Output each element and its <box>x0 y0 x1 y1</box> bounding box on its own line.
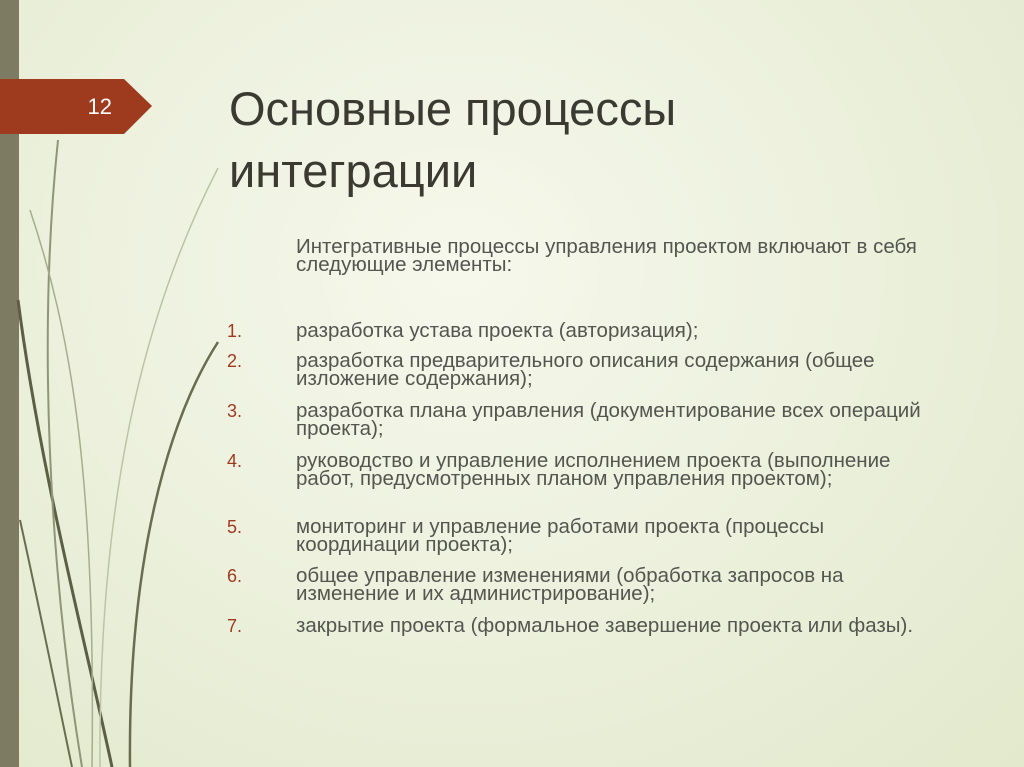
list-item-text: разработка плана управления (документирование всех операций проекта); <box>296 399 921 440</box>
list-item-number: 3. <box>227 401 243 421</box>
list-item-text: мониторинг и управление работами проекта (процессы координации проекта); <box>296 515 825 556</box>
list-item-text: руководство и управление исполнением проекта (выполнение работ, предусмотренных планом управления проектом); <box>296 449 891 490</box>
list-item-number: 1. <box>227 321 243 341</box>
list-item-text: разработка устава проекта (авторизация); <box>296 319 699 342</box>
list-item-text: общее управление изменениями (обработка запросов на изменение и их администрирование); <box>296 564 844 605</box>
list-item-number: 4. <box>227 451 243 471</box>
list-item-number: 2. <box>227 351 243 371</box>
list-item-text: разработка предварительного описания содержания (общее изложение содержания); <box>296 349 875 390</box>
list-item-number: 7. <box>227 616 243 636</box>
slide-title: Основные процессы интеграции <box>229 82 677 197</box>
list-item-text: закрытие проекта (формальное завершение проекта или фазы). <box>296 614 914 637</box>
list-item-number: 6. <box>227 566 243 586</box>
intro-paragraph: Интегративные процессы управления проектом включают в себя следующие элементы: <box>296 235 917 276</box>
list-item-number: 5. <box>227 517 243 537</box>
slide-number: 12 <box>87 94 112 119</box>
